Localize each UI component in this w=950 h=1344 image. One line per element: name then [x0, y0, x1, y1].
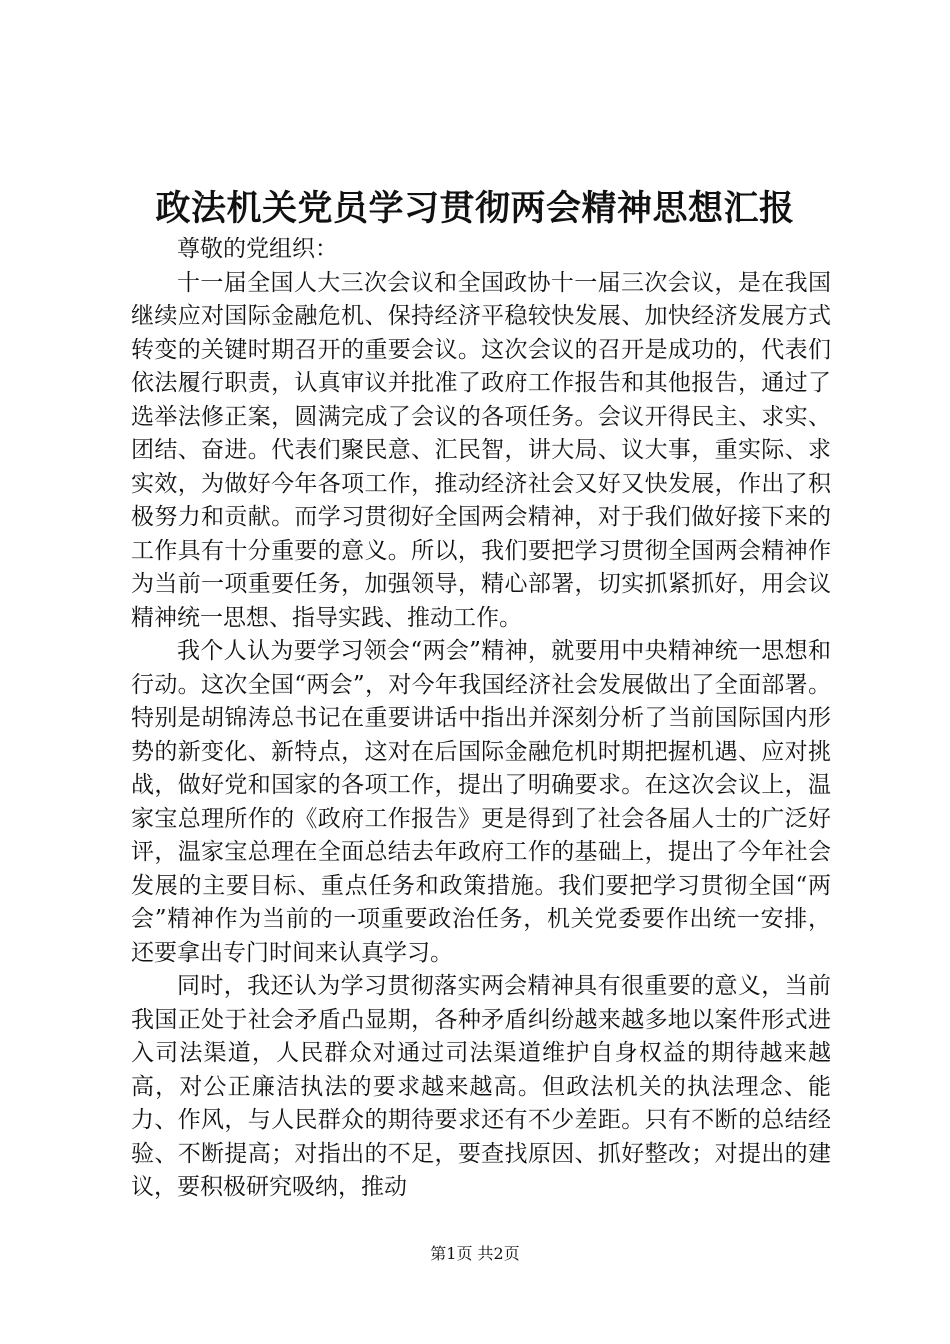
page-footer: 第1页 共2页: [430, 1244, 520, 1263]
paragraph-2: 我个人认为要学习领会“两会”精神，就要用中央精神统一思想和行动。这次全国“两会”，对今年我国经济社会发展做出了全面部署。特别是胡锦涛总书记在重要讲话中指出并深刻分析了当前国际国内形势的新变化、新特点，这对在后国际金融危机时期把握机遇、应对挑战，做好党和国家的各项工作，提出了明确要求。在这次会议上，温家宝总理所作的《政府工作报告》更是得到了社会各届人士的广泛好评，温家宝总理在全面总结去年政府工作的基础上，提出了今年社会发展的主要目标、重点任务和政策措施。我们要把学习贯彻全国“两会”精神作为当前的一项重要政治任务，机关党委要作出统一安排，还要拿出专门时间来认真学习。: [131, 638, 831, 966]
document-title: 政法机关党员学习贯彻两会精神思想汇报: [155, 188, 795, 229]
document-body: [131, 233, 831, 1205]
salutation: 尊敬的党组织：: [177, 236, 338, 262]
paragraph-3: 同时，我还认为学习贯彻落实两会精神具有很重要的意义，当前我国正处于社会矛盾凸显期，各种矛盾纠纷越来越多地以案件形式进入司法渠道，人民群众对通过司法渠道维护自身权益的期待越来越高，对公正廉洁执法的要求越来越高。但政法机关的执法理念、能力、作风，与人民群众的期待要求还有不少差距。只有不断的总结经验、不断提高；对指出的不足，要查找原因、抓好整改；对提出的建议，要积极研究吸纳，推动: [131, 973, 831, 1200]
paragraph-1: 十一届全国人大三次会议和全国政协十一届三次会议，是在我国继续应对国际金融危机、保持经济平稳较快发展、加快经济发展方式转变的关键时期召开的重要会议。这次会议的召开是成功的，代表们依法履行职责，认真审议并批准了政府工作报告和其他报告，通过了选举法修正案，圆满完成了会议的各项任务。会议开得民主、求实、团结、奋进。代表们聚民意、汇民智，讲大局、议大事，重实际、求实效，为做好今年各项工作，推动经济社会又好又快发展，作出了积极努力和贡献。而学习贯彻好全国两会精神，对于我们做好接下来的工作具有十分重要的意义。所以，我们要把学习贯彻全国两会精神作为当前一项重要任务，加强领导，精心部署，切实抓紧抓好，用会议精神统一思想、指导实践、推动工作。: [131, 269, 831, 631]
